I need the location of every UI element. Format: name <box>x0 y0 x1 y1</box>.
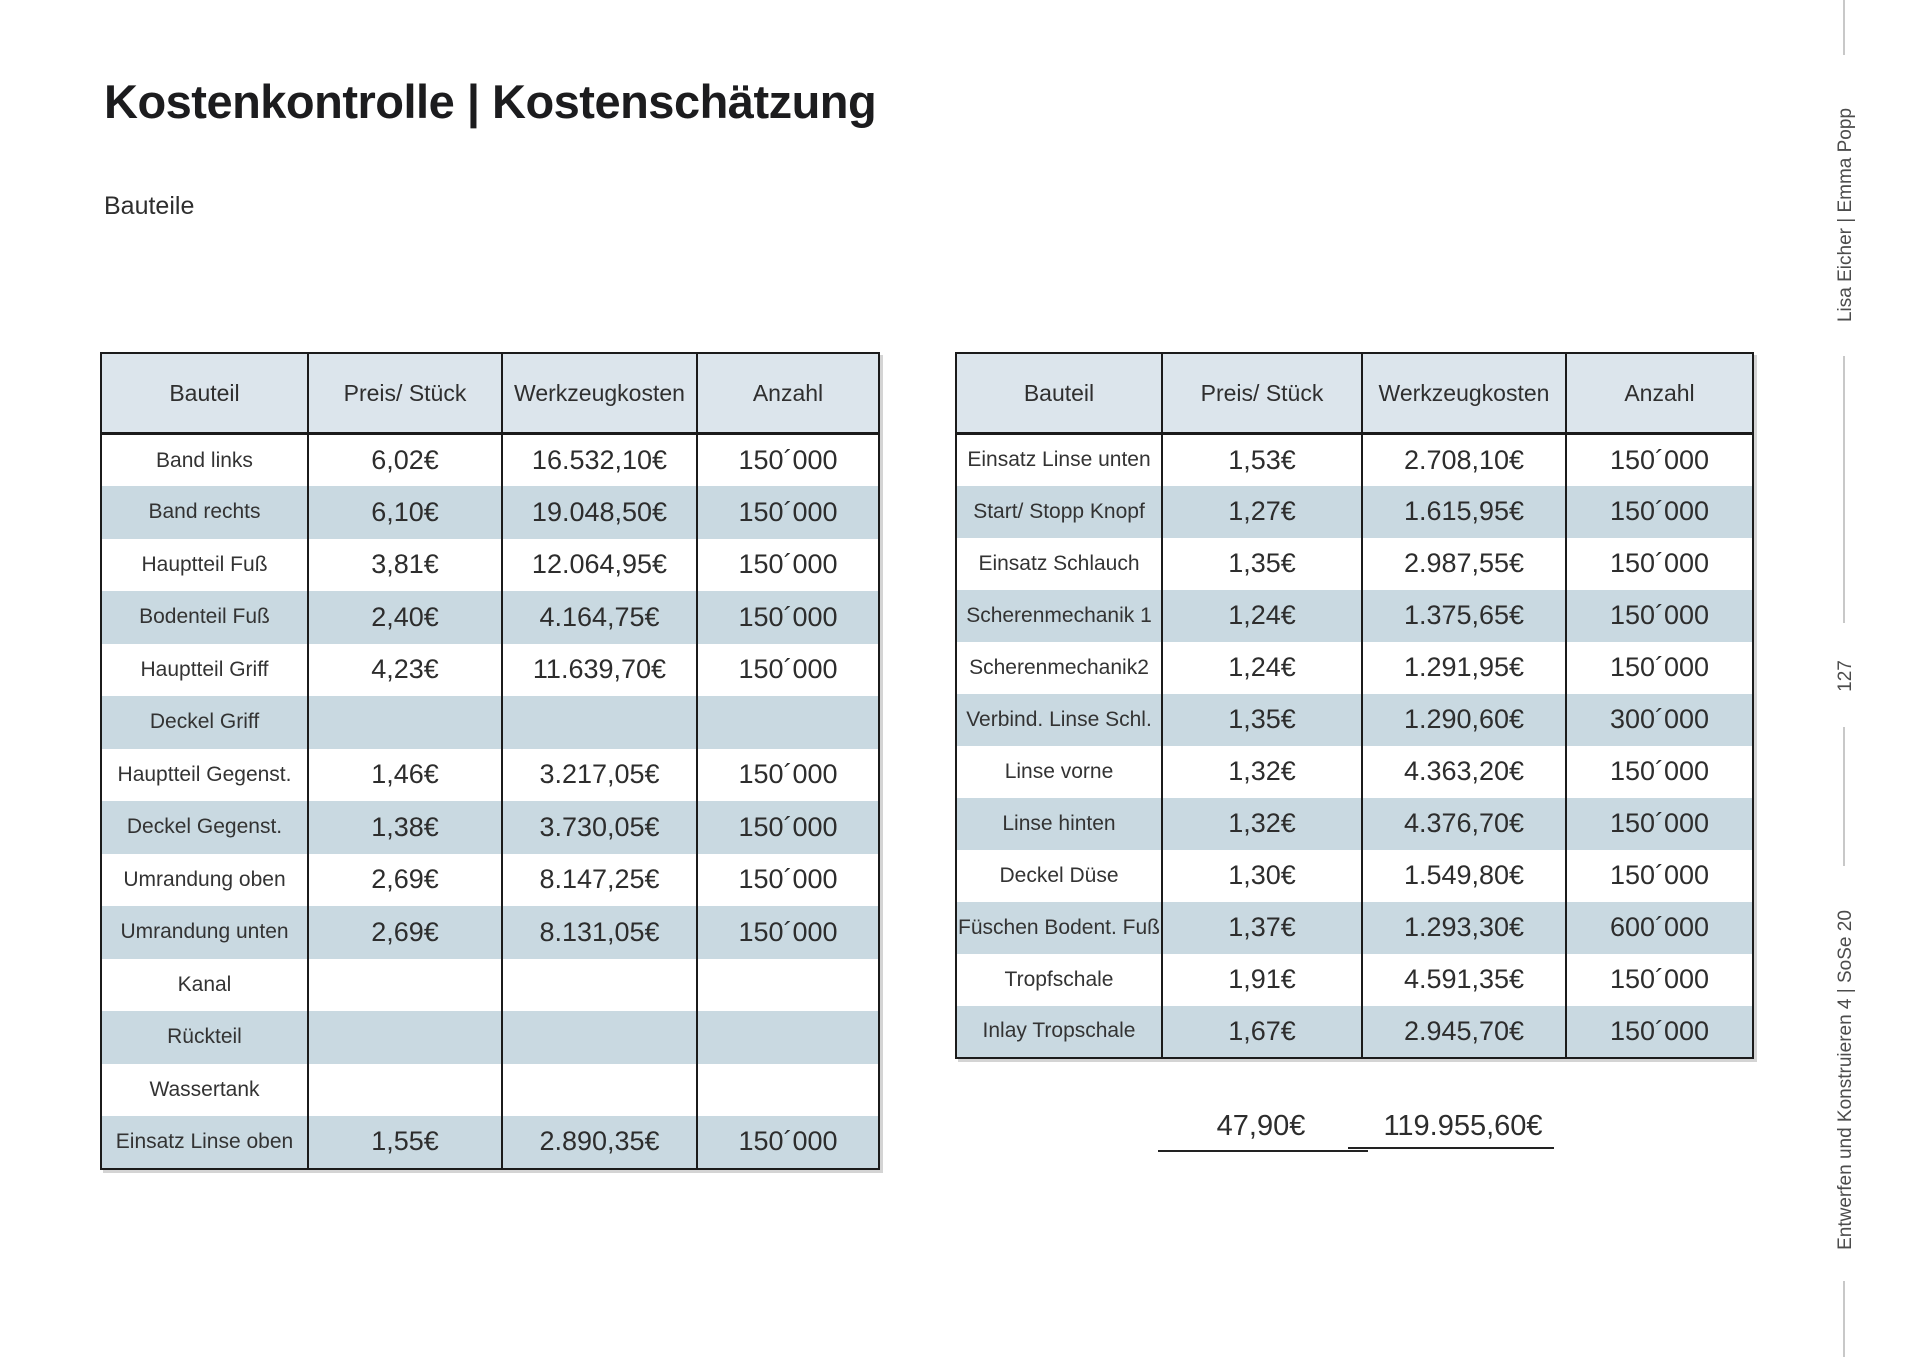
preis-cell: 1,32€ <box>1162 798 1362 850</box>
table-row <box>956 954 1753 1006</box>
anzahl-cell: 150´000 <box>1566 954 1753 1006</box>
werkzeugkosten-cell: 19.048,50€ <box>502 486 697 539</box>
table-row <box>956 746 1753 798</box>
preis-cell: 1,38€ <box>308 801 502 854</box>
bauteil-cell: Scherenmechanik2 <box>956 642 1162 694</box>
preis-cell <box>308 959 502 1012</box>
werkzeugkosten-cell: 4.376,70€ <box>1362 798 1566 850</box>
bauteil-cell: Füschen Bodent. Fuß <box>956 902 1162 954</box>
anzahl-cell: 150´000 <box>697 749 879 802</box>
table-row <box>956 902 1753 954</box>
preis-cell: 1,46€ <box>308 749 502 802</box>
anzahl-cell: 150´000 <box>697 906 879 959</box>
bauteil-cell: Band rechts <box>101 486 308 539</box>
werkzeugkosten-cell: 12.064,95€ <box>502 539 697 592</box>
preis-cell: 1,30€ <box>1162 850 1362 902</box>
werkzeugkosten-cell: 8.131,05€ <box>502 906 697 959</box>
preis-cell: 1,35€ <box>1162 538 1362 590</box>
left-cost-table <box>100 352 880 1170</box>
sidebar-rule-segment <box>1843 727 1845 866</box>
preis-cell: 2,69€ <box>308 906 502 959</box>
werkzeugkosten-cell: 2.987,55€ <box>1362 538 1566 590</box>
anzahl-cell <box>697 1064 879 1117</box>
bauteil-cell: Hauptteil Gegenst. <box>101 749 308 802</box>
bauteil-cell: Tropfschale <box>956 954 1162 1006</box>
bauteil-cell: Linse vorne <box>956 746 1162 798</box>
preis-cell: 1,24€ <box>1162 642 1362 694</box>
preis-cell: 6,10€ <box>308 486 502 539</box>
preis-cell: 1,53€ <box>1162 434 1362 486</box>
bauteil-cell: Einsatz Linse oben <box>101 1116 308 1169</box>
werkzeugkosten-cell: 2.890,35€ <box>502 1116 697 1169</box>
sidebar-rule-segment <box>1843 1281 1845 1357</box>
preis-cell <box>308 696 502 749</box>
bauteil-cell: Hauptteil Fuß <box>101 539 308 592</box>
right-cost-table <box>955 352 1754 1059</box>
werkzeugkosten-cell: 2.708,10€ <box>1362 434 1566 486</box>
anzahl-cell: 150´000 <box>1566 434 1753 486</box>
bauteil-cell: Umrandung unten <box>101 906 308 959</box>
page-title: Kostenkontrolle | Kostenschätzung <box>104 75 877 128</box>
werkzeugkosten-cell: 1.293,30€ <box>1362 902 1566 954</box>
table-row <box>101 906 879 959</box>
column-header-preis: Preis/ Stück <box>308 353 502 434</box>
table-row <box>101 591 879 644</box>
bauteil-cell: Band links <box>101 434 308 487</box>
table-row <box>101 1064 879 1117</box>
bauteil-cell: Linse hinten <box>956 798 1162 850</box>
table-row <box>101 749 879 802</box>
bauteil-cell: Deckel Griff <box>101 696 308 749</box>
sidebar-page-number: 127 <box>1835 660 1856 692</box>
werkzeugkosten-cell: 3.730,05€ <box>502 801 697 854</box>
total-price-per-piece: 47,90€ <box>1216 1110 1306 1142</box>
total-tooling-costs: 119.955,60€ <box>1383 1110 1543 1142</box>
column-header-bauteil: Bauteil <box>101 353 308 434</box>
anzahl-cell: 150´000 <box>1566 850 1753 902</box>
werkzeugkosten-cell: 16.532,10€ <box>502 434 697 487</box>
preis-cell: 4,23€ <box>308 644 502 697</box>
table-row <box>956 538 1753 590</box>
column-header-bauteil: Bauteil <box>956 353 1162 434</box>
table-row <box>101 854 879 907</box>
table-row <box>956 434 1753 486</box>
bauteil-cell: Einsatz Linse unten <box>956 434 1162 486</box>
anzahl-cell: 150´000 <box>1566 486 1753 538</box>
totals-underline <box>1348 1147 1554 1149</box>
werkzeugkosten-cell <box>502 1011 697 1064</box>
preis-cell <box>308 1011 502 1064</box>
werkzeugkosten-cell: 4.164,75€ <box>502 591 697 644</box>
table-row <box>956 642 1753 694</box>
preis-cell: 1,91€ <box>1162 954 1362 1006</box>
anzahl-cell: 150´000 <box>697 801 879 854</box>
anzahl-cell <box>697 696 879 749</box>
preis-cell <box>308 1064 502 1117</box>
right-table-header-row <box>956 353 1753 434</box>
preis-cell: 1,35€ <box>1162 694 1362 746</box>
anzahl-cell: 150´000 <box>697 539 879 592</box>
anzahl-cell: 150´000 <box>697 434 879 487</box>
anzahl-cell <box>697 959 879 1012</box>
table-row <box>101 801 879 854</box>
preis-cell: 2,40€ <box>308 591 502 644</box>
preis-cell: 6,02€ <box>308 434 502 487</box>
anzahl-cell: 150´000 <box>1566 798 1753 850</box>
bauteil-cell: Start/ Stopp Knopf <box>956 486 1162 538</box>
werkzeugkosten-cell <box>502 1064 697 1117</box>
preis-cell: 1,37€ <box>1162 902 1362 954</box>
bauteil-cell: Bodenteil Fuß <box>101 591 308 644</box>
preis-cell: 1,32€ <box>1162 746 1362 798</box>
anzahl-cell: 150´000 <box>697 644 879 697</box>
preis-cell: 1,24€ <box>1162 590 1362 642</box>
sidebar-course: Entwerfen und Konstruieren 4 | SoSe 20 <box>1835 910 1856 1250</box>
table-row <box>101 644 879 697</box>
werkzeugkosten-cell: 2.945,70€ <box>1362 1006 1566 1058</box>
werkzeugkosten-cell: 11.639,70€ <box>502 644 697 697</box>
anzahl-cell: 300´000 <box>1566 694 1753 746</box>
werkzeugkosten-cell: 1.375,65€ <box>1362 590 1566 642</box>
sidebar-rule-segment <box>1843 0 1845 55</box>
bauteil-cell: Kanal <box>101 959 308 1012</box>
page-subtitle: Bauteile <box>104 192 195 220</box>
werkzeugkosten-cell: 1.291,95€ <box>1362 642 1566 694</box>
bauteil-cell: Rückteil <box>101 1011 308 1064</box>
anzahl-cell: 150´000 <box>1566 746 1753 798</box>
table-row <box>956 590 1753 642</box>
werkzeugkosten-cell: 4.363,20€ <box>1362 746 1566 798</box>
werkzeugkosten-cell: 4.591,35€ <box>1362 954 1566 1006</box>
anzahl-cell <box>697 1011 879 1064</box>
table-row <box>956 694 1753 746</box>
bauteil-cell: Umrandung oben <box>101 854 308 907</box>
table-row <box>956 1006 1753 1058</box>
anzahl-cell: 150´000 <box>697 854 879 907</box>
table-row <box>956 486 1753 538</box>
column-header-werkzeugkosten: Werkzeugkosten <box>1362 353 1566 434</box>
werkzeugkosten-cell <box>502 696 697 749</box>
table-row <box>101 1011 879 1064</box>
left-table-header-row <box>101 353 879 434</box>
werkzeugkosten-cell: 1.290,60€ <box>1362 694 1566 746</box>
bauteil-cell: Inlay Tropschale <box>956 1006 1162 1058</box>
werkzeugkosten-cell: 3.217,05€ <box>502 749 697 802</box>
sidebar-authors: Lisa Eicher | Emma Popp <box>1835 107 1856 323</box>
table-row <box>101 1116 879 1169</box>
table-row <box>101 959 879 1012</box>
table-row <box>101 434 879 487</box>
anzahl-cell: 150´000 <box>1566 642 1753 694</box>
preis-cell: 2,69€ <box>308 854 502 907</box>
bauteil-cell: Hauptteil Griff <box>101 644 308 697</box>
werkzeugkosten-cell: 1.615,95€ <box>1362 486 1566 538</box>
anzahl-cell: 150´000 <box>1566 590 1753 642</box>
anzahl-cell: 150´000 <box>697 486 879 539</box>
werkzeugkosten-cell <box>502 959 697 1012</box>
column-header-preis: Preis/ Stück <box>1162 353 1362 434</box>
preis-cell: 1,55€ <box>308 1116 502 1169</box>
anzahl-cell: 150´000 <box>1566 1006 1753 1058</box>
column-header-anzahl: Anzahl <box>697 353 879 434</box>
bauteil-cell: Deckel Düse <box>956 850 1162 902</box>
bauteil-cell: Scherenmechanik 1 <box>956 590 1162 642</box>
table-row <box>101 696 879 749</box>
preis-cell: 3,81€ <box>308 539 502 592</box>
sidebar-rule-segment <box>1843 356 1845 623</box>
werkzeugkosten-cell: 1.549,80€ <box>1362 850 1566 902</box>
totals-underline <box>1158 1150 1368 1152</box>
column-header-anzahl: Anzahl <box>1566 353 1753 434</box>
table-row <box>101 486 879 539</box>
bauteil-cell: Wassertank <box>101 1064 308 1117</box>
anzahl-cell: 150´000 <box>697 1116 879 1169</box>
anzahl-cell: 600´000 <box>1566 902 1753 954</box>
anzahl-cell: 150´000 <box>697 591 879 644</box>
table-row <box>956 850 1753 902</box>
bauteil-cell: Deckel Gegenst. <box>101 801 308 854</box>
bauteil-cell: Einsatz Schlauch <box>956 538 1162 590</box>
anzahl-cell: 150´000 <box>1566 538 1753 590</box>
preis-cell: 1,27€ <box>1162 486 1362 538</box>
column-header-werkzeugkosten: Werkzeugkosten <box>502 353 697 434</box>
bauteil-cell: Verbind. Linse Schl. <box>956 694 1162 746</box>
table-row <box>956 798 1753 850</box>
table-row <box>101 539 879 592</box>
werkzeugkosten-cell: 8.147,25€ <box>502 854 697 907</box>
preis-cell: 1,67€ <box>1162 1006 1362 1058</box>
